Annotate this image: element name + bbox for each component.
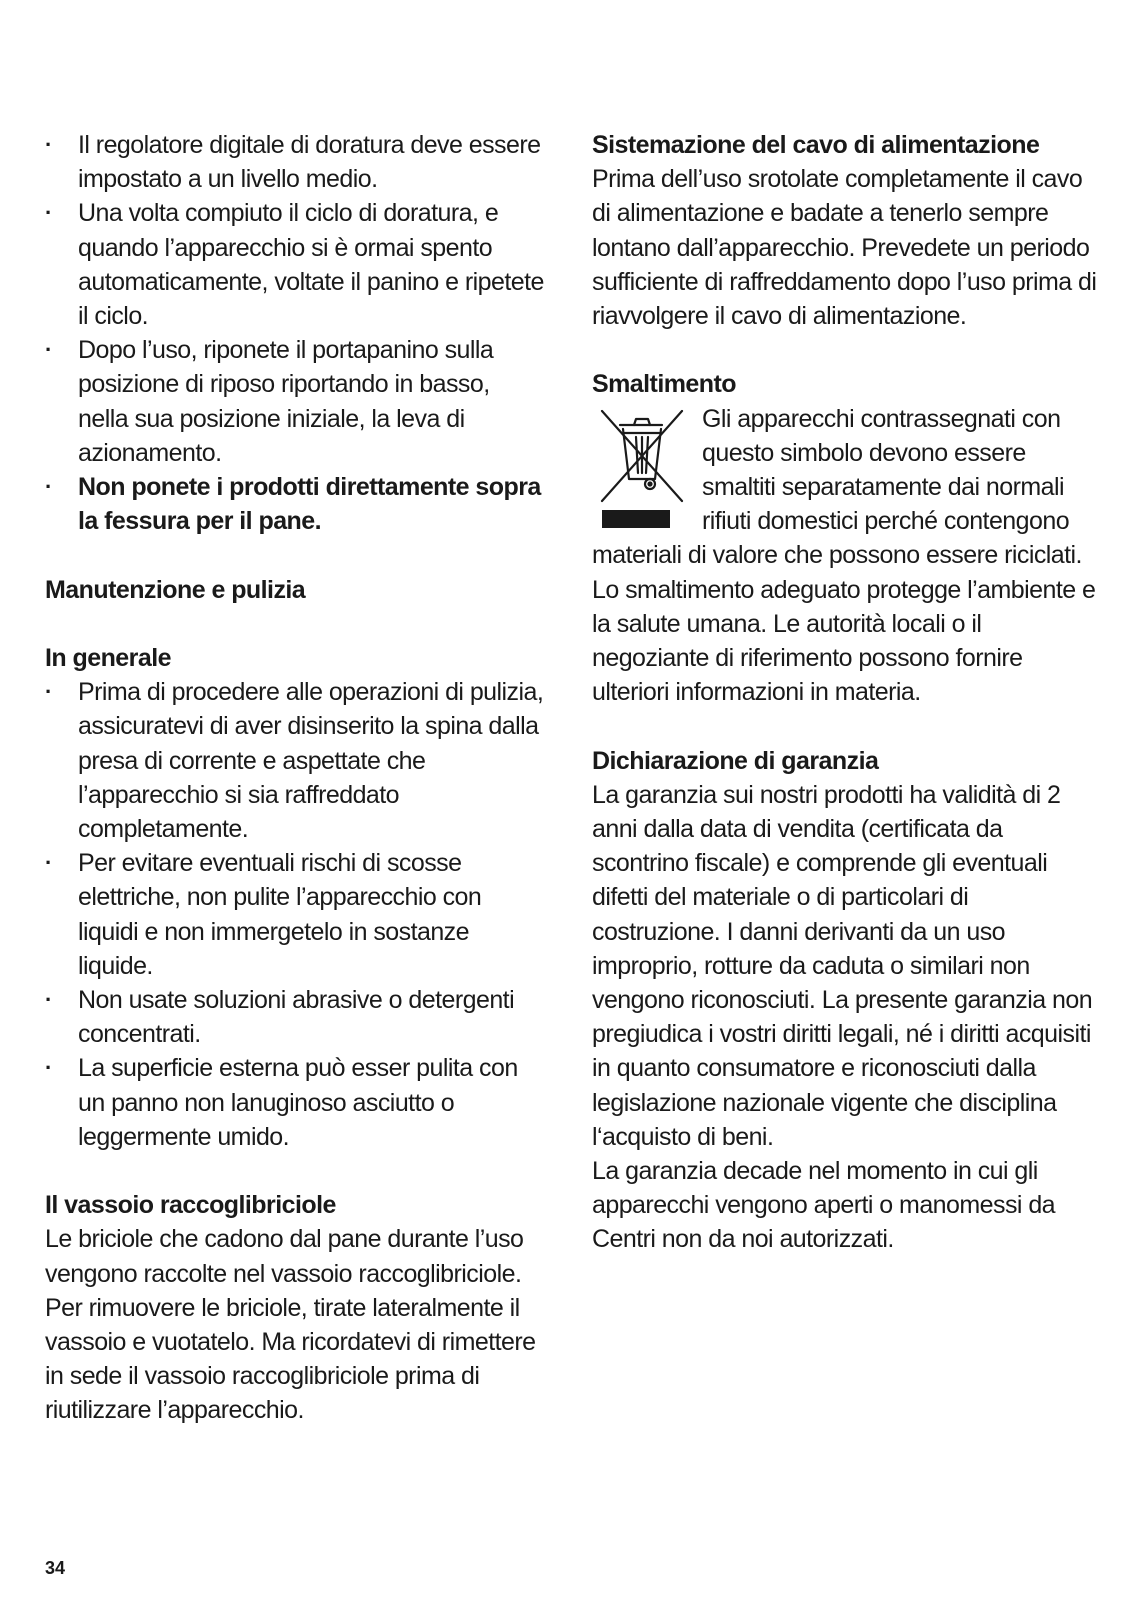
list-item-warning: · Non ponete i prodotti direttamente sopra la fessura per il pane. — [45, 470, 545, 538]
list-item: · Per evitare eventuali rischi di scosse elettriche, non pulite l’apparecchio con liquidi e non immergetelo in sostanze liquide. — [45, 846, 545, 983]
list-item: · Prima di procedere alle operazioni di pulizia, assicuratevi di aver disinserito la spina dalla presa di corrente e aspettate che l’apparecchio si sia raffreddato completamente. — [45, 675, 545, 846]
crumb-tray-heading: Il vassoio raccoglibriciole — [45, 1191, 336, 1220]
disposal-section — [592, 402, 1098, 710]
page-number: 34 — [45, 1558, 66, 1578]
left-column — [45, 128, 545, 1428]
intro-bullet-list — [45, 128, 545, 538]
disposal-text: Gli apparecchi contrassegnati con questo simbolo devono essere smaltiti separatamente dai normali rifiuti domestici perché contengono materiali di valore che possono essere riciclati. Lo smaltimento adeguato protegge l’ambiente e la salute umana. Le autorità locali o il negoziante di riferimento possono fornire ulteriori informazioni in materia. — [592, 404, 1096, 707]
list-item: · Dopo l’uso, riponete il portapanino sulla posizione di riposo riportando in basso, nella sua posizione iniziale, la leva di azionamento. — [45, 333, 545, 470]
disposal-heading: Smaltimento — [592, 370, 736, 399]
list-item: · Non usate soluzioni abrasive o detergenti concentrati. — [45, 983, 545, 1051]
general-heading: In generale — [45, 644, 171, 673]
right-column — [592, 128, 1098, 1257]
list-item: · Una volta compiuto il ciclo di doratura, e quando l’apparecchio si è ormai spento automaticamente, voltate il panino e ripetete il ciclo. — [45, 196, 545, 333]
list-item: · Il regolatore digitale di doratura deve essere impostato a un livello medio. — [45, 128, 545, 196]
crossed-out-wheeled-bin-icon — [592, 405, 692, 535]
crumb-tray-text: Le briciole che cadono dal pane durante l’uso vengono raccolte nel vassoio raccoglibriciole. Per rimuovere le briciole, tirate lateralmente il vassoio e vuotatelo. Ma ricordatevi di rimettere in sede il vassoio raccoglibriciole prima di riutilizzare l’apparecchio. — [45, 1225, 536, 1425]
maintenance-heading: Manutenzione e pulizia — [45, 575, 306, 604]
warranty-heading: Dichiarazione di garanzia — [592, 746, 879, 775]
warranty-text: La garanzia sui nostri prodotti ha validità di 2 anni dalla data di vendita (certificata da scontrino fiscale) e comprende gli eventuali difetti del materiale o di particolari di costruzione. I danni derivanti da un uso improprio, rotture da caduta o similari non vengono riconosciuti. La presente garanzia non pregiudica i vostri diritti legali, né i diritti acquisiti in quanto consumatore e riconosciuti dalla legislazione nazionale vigente che disciplina l‘acquisto di beni. — [592, 780, 1093, 1151]
cable-text: Prima dell’uso srotolate completamente il cavo di alimentazione e badate a tenerlo sempre lontano dall’apparecchio. Prevedete un periodo sufficiente di raffreddamento dopo l’uso prima di riavvolgere il cavo di alimentazione. — [592, 165, 1097, 331]
warranty-text-void: La garanzia decade nel momento in cui gli apparecchi vengono aperti o manomessi da Centri non da noi autorizzati. — [592, 1157, 1056, 1254]
general-bullet-list — [45, 675, 545, 1154]
cable-heading: Sistemazione del cavo di alimentazione — [592, 131, 1040, 159]
list-item: · La superficie esterna può esser pulita con un panno non lanuginoso asciutto o leggermente umido. — [45, 1051, 545, 1154]
weee-bar — [602, 510, 670, 528]
